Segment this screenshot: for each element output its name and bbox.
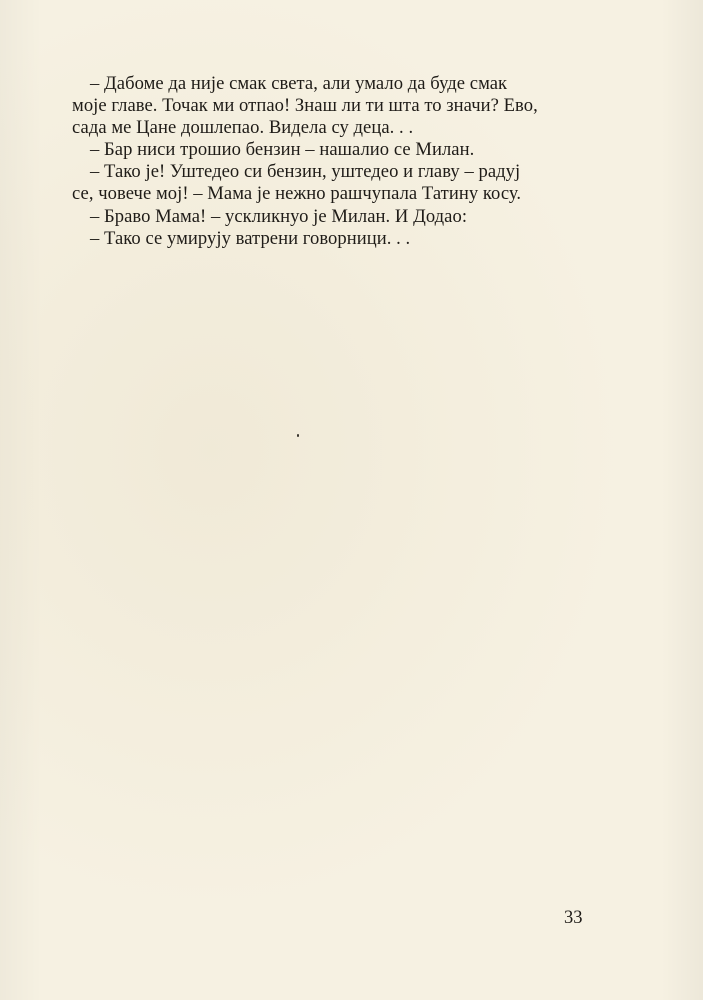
ink-speck (297, 434, 299, 437)
text-line: се, човече мој! – Мама је нежно рашчупала Татину косу. (72, 183, 522, 205)
body-text (72, 73, 612, 250)
text-line: – Бар ниси трошио бензин – нашалио се Милан. (90, 139, 475, 161)
text-line: – Тако је! Уштедео си бензин, уштедео и главу – радуј (90, 161, 521, 183)
text-line: – Браво Мама! – ускликнуо је Милан. И Додао: (90, 205, 468, 227)
page-number: 33 (564, 908, 583, 928)
text-line: сада ме Цане дошлепао. Видела су деца. . . (72, 117, 414, 139)
text-line: – Тако се умирују ватрени говорници. . . (90, 227, 411, 249)
text-line: – Дабоме да није смак света, али умало да буде смак (90, 73, 508, 94)
text-line: моје главе. Точак ми отпао! Знаш ли ти шта то значи? Ево, (72, 95, 538, 117)
